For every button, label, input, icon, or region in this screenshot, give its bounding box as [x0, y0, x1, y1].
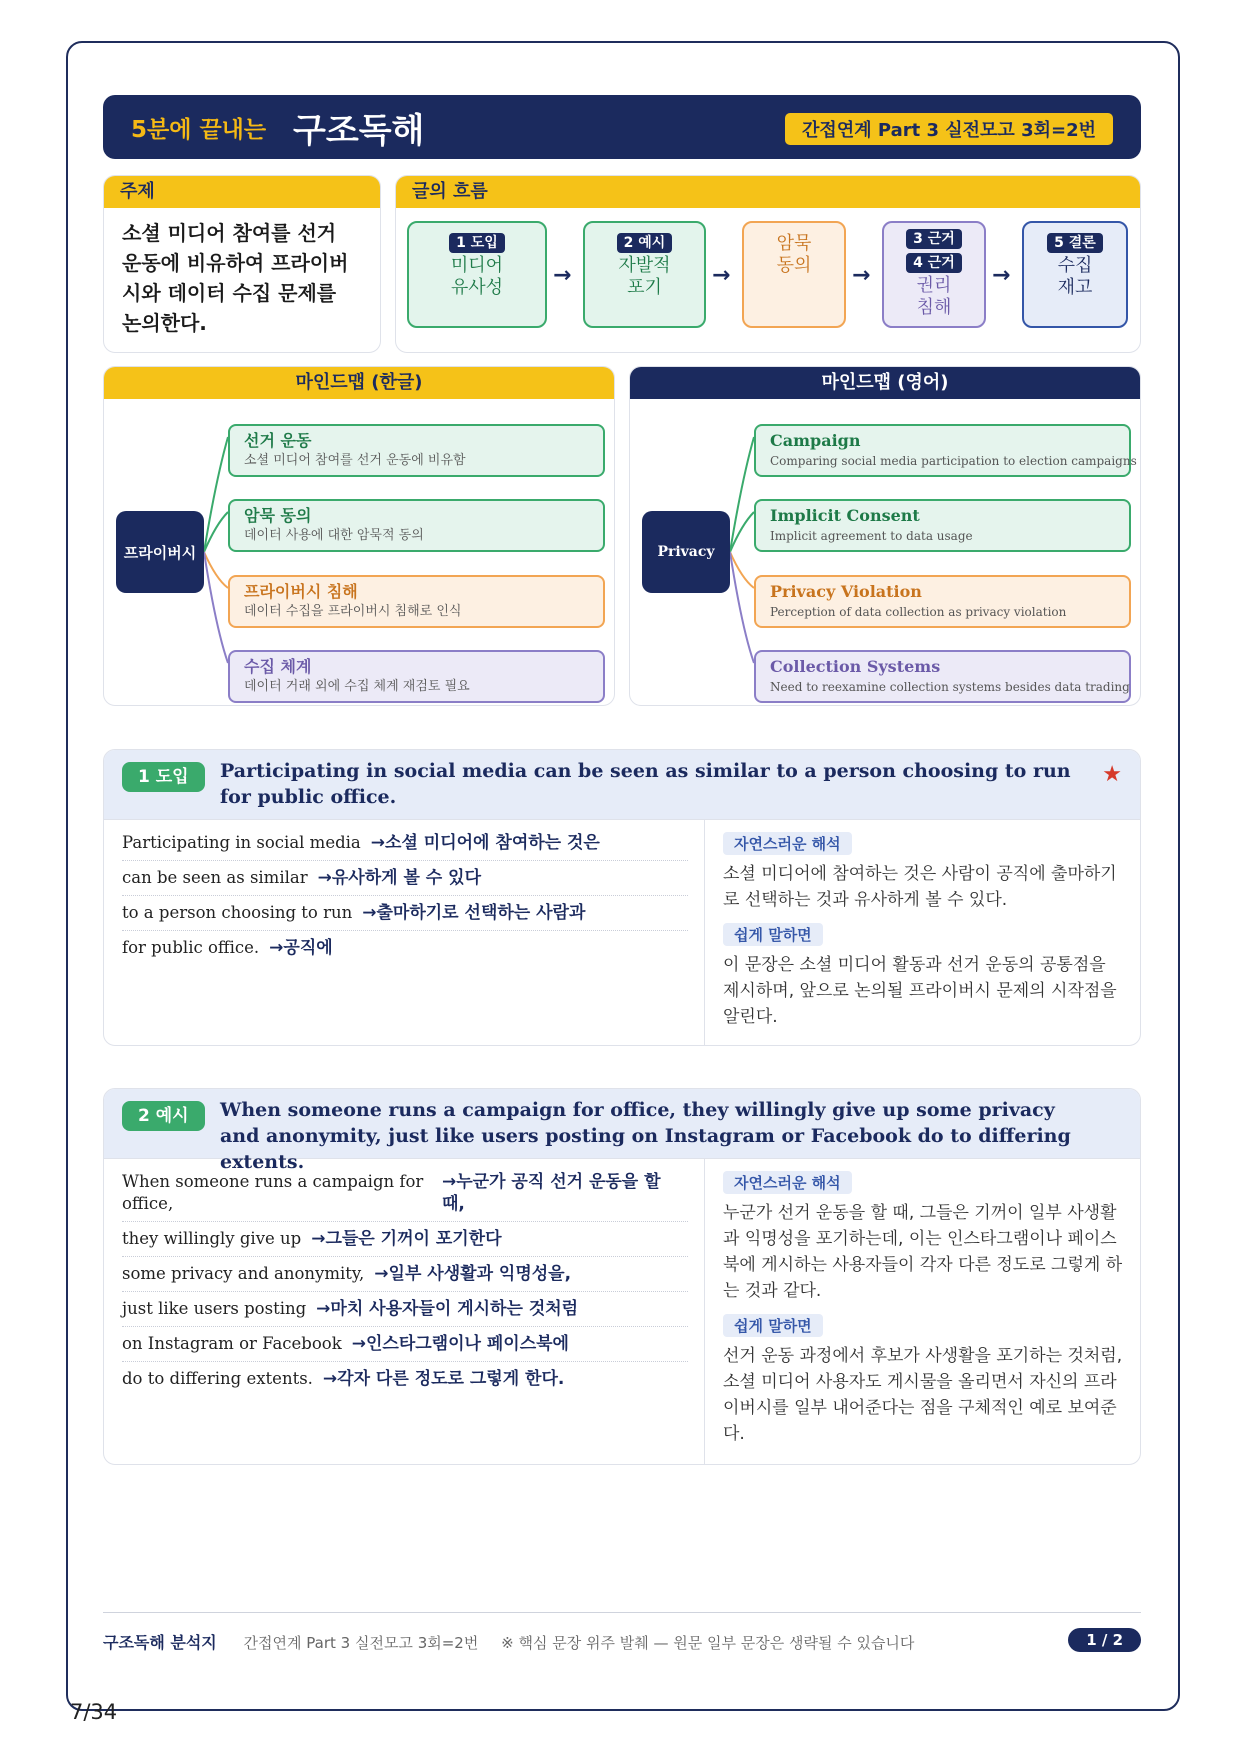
interpretation-panel — [704, 1159, 1140, 1464]
chunk-row — [122, 1257, 688, 1292]
node-title: Implicit Consent — [770, 506, 920, 525]
flow-arrow: → — [852, 263, 871, 288]
chunk-ko: →공직에 — [269, 938, 333, 958]
natural-text: 소셜 미디어에 참여하는 것은 사람이 공직에 출마하기로 선택하는 것과 유사하게 볼 수 있다. — [723, 864, 1117, 910]
node-title: Collection Systems — [770, 657, 941, 676]
node-title: 수집 체계 — [244, 657, 312, 676]
chunk-row — [122, 861, 688, 896]
header-badge: 간접연계 Part 3 실전모고 3회=2번 — [785, 113, 1113, 145]
chunk-en: for public office. — [122, 938, 260, 957]
topic-card — [103, 175, 381, 353]
chunk-en: on Instagram or Facebook — [122, 1334, 342, 1353]
flow-arrow: → — [553, 263, 572, 288]
footer-note: ※ 핵심 문장 위주 발췌 — 원문 일부 문장은 생략될 수 있습니다 — [501, 1634, 915, 1652]
topic-text: 소셜 미디어 참여를 선거 운동에 비유하여 프라이버시와 데이터 수집 문제를 논의한다. — [122, 221, 349, 335]
branch-line — [730, 552, 754, 663]
chunk-en: can be seen as similar — [122, 868, 308, 887]
easy-label: 쉽게 말하면 — [723, 1314, 823, 1337]
mindmap-en-node — [754, 424, 1137, 477]
chunk-row — [122, 1327, 688, 1362]
mindmap-ko-center: 프라이버시 — [116, 511, 204, 593]
mindmap-en-center: Privacy — [642, 511, 730, 593]
mindmap-en-node — [754, 650, 1131, 703]
natural-label: 자연스러운 해석 — [723, 1171, 852, 1194]
chunk-en: they willingly give up — [122, 1229, 302, 1248]
flow-step-1-pill: 1 도입 — [449, 233, 505, 253]
mindmap-en-node — [754, 499, 1131, 552]
interpretation-panel — [704, 820, 1140, 1045]
flow-arrow: → — [712, 263, 731, 288]
chunk-row — [122, 1362, 688, 1396]
section-header — [104, 1089, 1140, 1173]
chunk-en: When someone runs a campaign for office, — [122, 1172, 424, 1213]
mindmap-ko-node — [228, 650, 605, 703]
chunk-en: just like users posting — [122, 1299, 307, 1318]
star-icon: ★ — [1102, 762, 1122, 787]
chunk-ko: →유사하게 볼 수 있다 — [317, 868, 481, 888]
branch-line — [204, 552, 228, 663]
chunk-list — [104, 1165, 704, 1396]
mindmap-ko-heading: 마인드맵 (한글) — [104, 367, 614, 399]
flow-step-1 — [407, 221, 547, 328]
flow-heading: 글의 흐름 — [396, 176, 1140, 208]
flow-step-3-label: 암묵 동의 — [776, 233, 812, 276]
page-indicator: 1 / 2 — [1068, 1628, 1141, 1652]
chunk-row — [122, 931, 688, 965]
flow-step-4-pill: 3 근거 — [906, 229, 962, 249]
chunk-ko: →일부 사생활과 익명성을, — [374, 1264, 572, 1284]
chunk-ko: →그들은 기꺼이 포기한다 — [311, 1229, 502, 1249]
easy-text: 이 문장은 소셜 미디어 활동과 선거 운동의 공통점을 제시하며, 앞으로 논의될 프라이버시 문제의 시작점을 알린다. — [723, 955, 1117, 1027]
node-desc: 데이터 거래 외에 수집 체계 재검토 필요 — [244, 679, 470, 694]
node-desc: 데이터 수집을 프라이버시 침해로 인식 — [244, 604, 462, 619]
flow-step-2-label: 자발적 포기 — [618, 255, 671, 298]
chunk-en: some privacy and anonymity, — [122, 1264, 365, 1283]
page-footer — [103, 1630, 1141, 1658]
section-header — [104, 750, 1140, 820]
flow-step-5-label: 수집 재고 — [1057, 255, 1093, 298]
chunk-row — [122, 826, 688, 861]
mindmap-en-node — [754, 575, 1131, 628]
natural-label: 자연스러운 해석 — [723, 832, 852, 855]
flow-arrow: → — [992, 263, 1011, 288]
node-desc: Perception of data collection as privacy violation — [770, 605, 1067, 619]
page-count: 7/34 — [70, 1700, 118, 1724]
flow-step-2 — [583, 221, 706, 328]
mindmap-ko-node — [228, 499, 605, 552]
natural-text: 누군가 선거 운동을 할 때, 그들은 기꺼이 일부 사생활과 익명성을 포기하는데, 이는 인스타그램이나 페이스북에 게시하는 사용자들이 각자 다른 정도로 그렇게 하는 것과 같다. — [723, 1203, 1123, 1301]
footer-brand: 구조독해 분석지 — [103, 1633, 217, 1652]
node-title: Campaign — [770, 431, 861, 450]
chunk-ko: →마치 사용자들이 게시하는 것처럼 — [316, 1299, 579, 1319]
chunk-en: Participating in social media — [122, 833, 361, 852]
node-title: 프라이버시 침해 — [244, 582, 358, 601]
chunk-row — [122, 1222, 688, 1257]
easy-text: 선거 운동 과정에서 후보가 사생활을 포기하는 것처럼, 소셜 미디어 사용자도 게시물을 올리면서 자신의 프라이버시를 일부 내어준다는 점을 구체적인 예로 보여준다. — [723, 1346, 1123, 1444]
flow-step-4-label: 권리 침해 — [916, 275, 952, 318]
chunk-ko: →각자 다른 정도로 그렇게 한다. — [322, 1369, 565, 1389]
chunk-ko: →인스타그램이나 페이스북에 — [351, 1334, 569, 1354]
topic-heading: 주제 — [104, 176, 380, 208]
chunk-ko: →출마하기로 선택하는 사람과 — [362, 903, 586, 923]
branch-line — [730, 437, 754, 552]
mindmap-en-card — [629, 366, 1141, 706]
easy-label: 쉽게 말하면 — [723, 923, 823, 946]
flow-card — [395, 175, 1141, 353]
flow-step-1-label: 미디어 유사성 — [450, 255, 504, 298]
section-title: When someone runs a campaign for office, they willingly give up some privacy and anonymity, just like users posting on Instagram or Facebook do to differing extents. — [220, 1099, 1071, 1173]
footer-source: 간접연계 Part 3 실전모고 3회=2번 — [243, 1634, 479, 1652]
section-pill: 2 예시 — [122, 1101, 205, 1131]
flow-step-3 — [742, 221, 846, 328]
node-desc: Need to reexamine collection systems besides data trading — [770, 680, 1130, 694]
node-title: 선거 운동 — [244, 431, 312, 450]
branch-line — [204, 437, 228, 552]
chunk-row — [122, 896, 688, 931]
flow-step-4-pill-2: 4 근거 — [906, 253, 962, 273]
sentence-section-1 — [103, 749, 1141, 1046]
node-desc: Implicit agreement to data usage — [770, 529, 973, 543]
flow-step-4 — [882, 221, 986, 328]
section-title: Participating in social media can be seen as similar to a person choosing to run for public office. — [220, 760, 1071, 808]
chunk-en: do to differing extents. — [122, 1369, 313, 1388]
node-desc: Comparing social media participation to election campaigns — [770, 454, 1137, 468]
mindmap-en-heading: 마인드맵 (영어) — [630, 367, 1140, 399]
chunk-ko: →소셜 미디어에 참여하는 것은 — [370, 833, 600, 853]
header-title: 구조독해 — [293, 111, 425, 151]
flow-step-5-pill: 5 결론 — [1047, 233, 1103, 253]
flow-step-5 — [1022, 221, 1128, 328]
chunk-ko: →누군가 공직 선거 운동을 할 때, — [442, 1172, 661, 1214]
node-title: 암묵 동의 — [244, 506, 312, 525]
node-title: Privacy Violation — [770, 582, 922, 601]
footer-divider — [103, 1612, 1141, 1613]
node-desc: 데이터 사용에 대한 암묵적 동의 — [244, 528, 424, 543]
section-pill: 1 도입 — [122, 762, 205, 792]
header-subtitle: 5분에 끝내는 — [131, 117, 267, 143]
chunk-en: to a person choosing to run — [122, 903, 353, 922]
mindmap-ko-card — [103, 366, 615, 706]
mindmap-ko-node — [228, 575, 605, 628]
page-header — [103, 95, 1141, 159]
sentence-section-2 — [103, 1088, 1141, 1465]
chunk-row — [122, 1292, 688, 1327]
node-desc: 소셜 미디어 참여를 선거 운동에 비유함 — [244, 453, 466, 468]
chunk-row — [122, 1165, 688, 1222]
flow-step-2-pill: 2 예시 — [617, 233, 673, 253]
chunk-list — [104, 826, 704, 965]
mindmap-ko-node — [228, 424, 605, 477]
